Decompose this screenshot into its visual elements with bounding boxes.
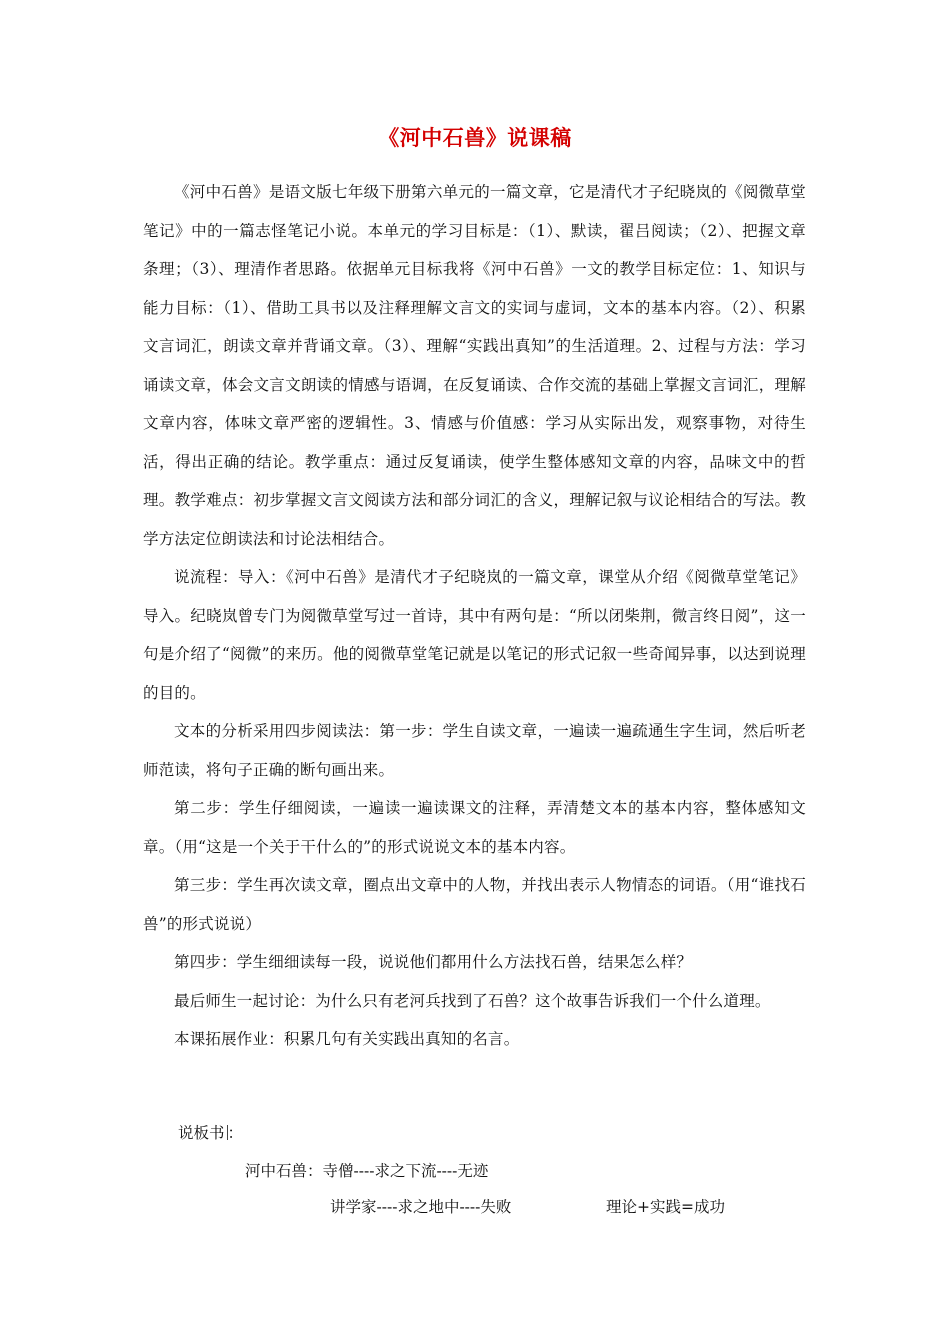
paragraph-step-four: 第四步：学生细细读每一段，说说他们都用什么方法找石兽，结果怎么样？: [174, 953, 693, 971]
paragraph-step-one: 文本的分析采用四步阅读法：第一步：学生自读文章，一遍读一遍疏通生字生词，然后听老师范读，将句子正确的断句画出来。: [143, 722, 806, 779]
paragraph-step-three: 第三步：学生再次读文章，圈点出文章中的人物，并找出表示人物情态的词语。（用“谁找石兽”的形式说说）: [143, 876, 806, 933]
paragraph-objectives: 《河中石兽》是语文版七年级下册第六单元的一篇文章，它是清代才子纪晓岚的《阅微草堂笔记》中的一篇志怪笔记小说。本单元的学习目标是：（1）、默读，翟吕阅读；（2）、把握文章条理；（3）、理清作者思路。依据单元目标我将《河中石兽》一文的教学目标定位：1、知识与能力目标：（1）、借助工具书以及注释理解文言文的实词与虚词，文本的基本内容。（2）、积累文言词汇，朗读文章并背诵文章。（3）、理解“实践出真知”的生活道理。2、过程与方法：学习诵读文章，体会文言文朗读的情感与语调，在反复诵读、合作交流的基础上掌握文言词汇，理解文章内容，体味文章严密的逻辑性。3、情感与价值感：学习从实际出发，观察事物，对待生活，得出正确的结论。教学重点：通过反复诵读，使学生整体感知文章的内容，品味文中的哲理。教学难点：初步掌握文言文阅读方法和部分词汇的含义，理解记叙与议论相结合的写法。教学方法定位朗读法和讨论法相结合。: [143, 183, 806, 548]
board-line-scholar: 讲学家----求之地中----失败: [330, 1198, 512, 1216]
board-line-monk: 河中石兽：寺僧----求之下流----无迹: [245, 1162, 489, 1180]
board-summary: 理论+实践=成功: [606, 1198, 725, 1216]
document-body: [143, 173, 806, 1059]
board-heading: [178, 1121, 243, 1143]
board-heading-text: 说板书: [178, 1124, 225, 1142]
paragraph-process: 说流程：导入：《河中石兽》是清代才子纪晓岚的一篇文章，课堂从介绍《阅微草堂笔记》导入。纪晓岚曾专门为阅微草堂写过一首诗，其中有两句是：“所以闭柴荆，微言终日阅”，这一句是介绍了“阅微”的来历。他的阅微草堂笔记就是以笔记的形式记叙一些奇闻异事，以达到说理的目的。: [143, 568, 806, 702]
paragraph-discussion: 最后师生一起讨论：为什么只有老河兵找到了石兽？这个故事告诉我们一个什么道理。: [174, 991, 771, 1010]
board-heading-colon: ：: [227, 1124, 244, 1142]
paragraph-homework: 本课拓展作业：积累几句有关实践出真知的名言。: [174, 1030, 520, 1048]
paragraph-step-two: 第二步：学生仔细阅读，一遍读一遍读课文的注释，弄清楚文本的基本内容，整体感知文章。（用“这是一个关于干什么的”的形式说说文本的基本内容。: [143, 799, 806, 856]
document-title: 《河中石兽》说课稿: [378, 126, 572, 150]
